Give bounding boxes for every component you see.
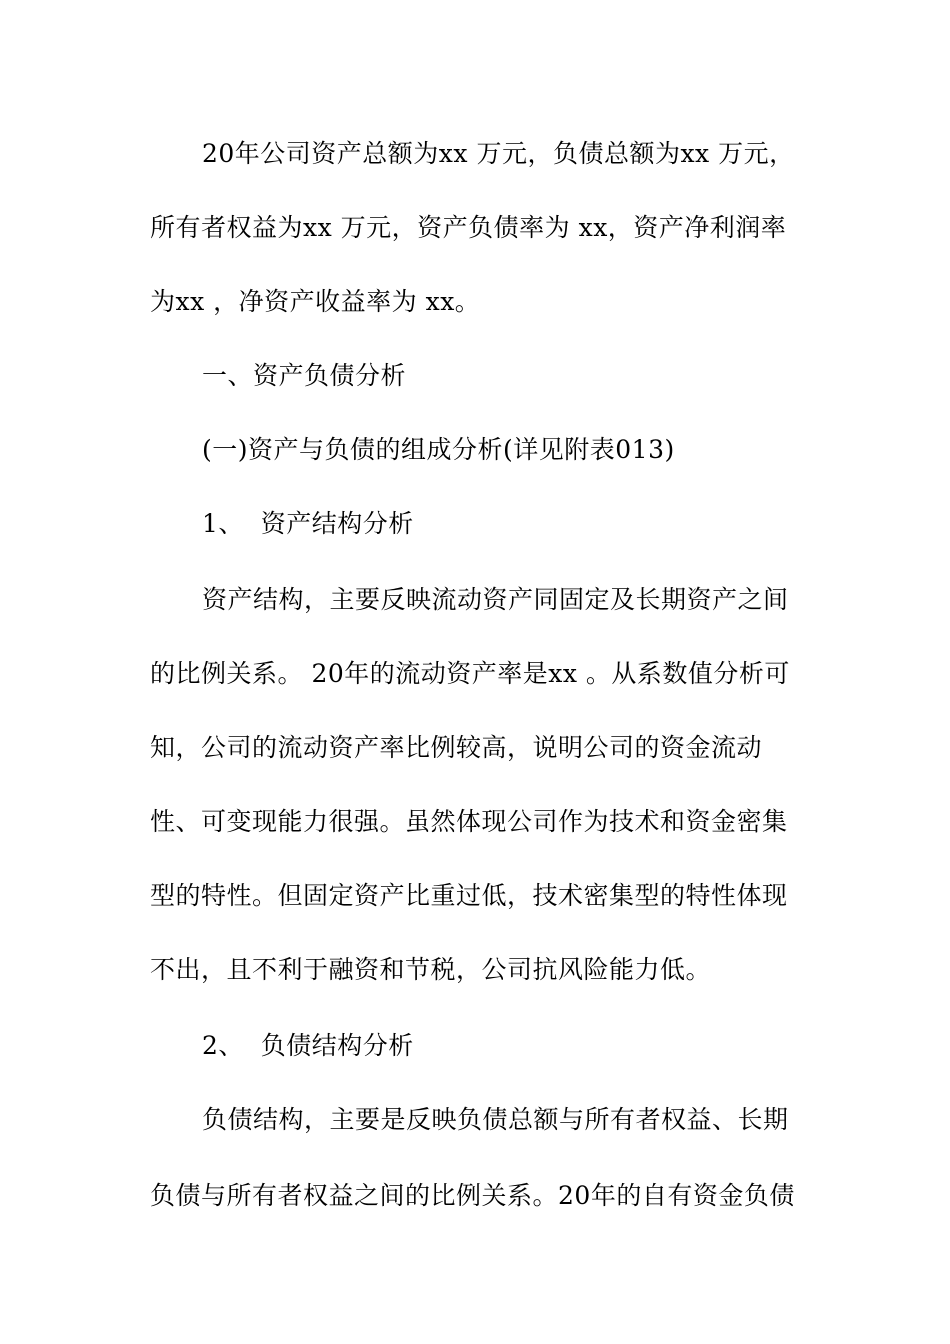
paragraph-line: 不出，且不利于融资和节税，公司抗风险能力低。 bbox=[150, 955, 712, 984]
paragraph-line: 负债结构，主要是反映负债总额与所有者权益、长期 bbox=[202, 1105, 789, 1134]
paragraph-line: 资产结构，主要反映流动资产同固定及长期资产之间 bbox=[202, 585, 789, 614]
subsection-heading: (一)资产与负债的组成分析(详见附表013) bbox=[202, 435, 675, 464]
item-heading: 1、 资产结构分析 bbox=[202, 509, 414, 538]
paragraph-line: 性、可变现能力很强。虽然体现公司作为技术和资金密集 bbox=[150, 807, 788, 836]
paragraph-line: 负债与所有者权益之间的比例关系。20年的自有资金负债 bbox=[150, 1181, 795, 1210]
paragraph-line: 所有者权益为xx 万元，资产负债率为 xx，资产净利润率 bbox=[150, 213, 787, 242]
paragraph-line: 知，公司的流动资产率比例较高，说明公司的资金流动 bbox=[150, 733, 763, 762]
paragraph-line: 的比例关系。 20年的流动资产率是xx 。从系数值分析可 bbox=[150, 659, 790, 688]
paragraph-line: 20年公司资产总额为xx 万元，负债总额为xx 万元， bbox=[202, 139, 795, 168]
item-heading: 2、 负债结构分析 bbox=[202, 1031, 414, 1060]
paragraph-line: 为xx ，净资产收益率为 xx。 bbox=[150, 287, 481, 316]
section-heading: 一、资产负债分析 bbox=[202, 361, 407, 390]
paragraph-line: 型的特性。但固定资产比重过低，技术密集型的特性体现 bbox=[150, 881, 788, 910]
